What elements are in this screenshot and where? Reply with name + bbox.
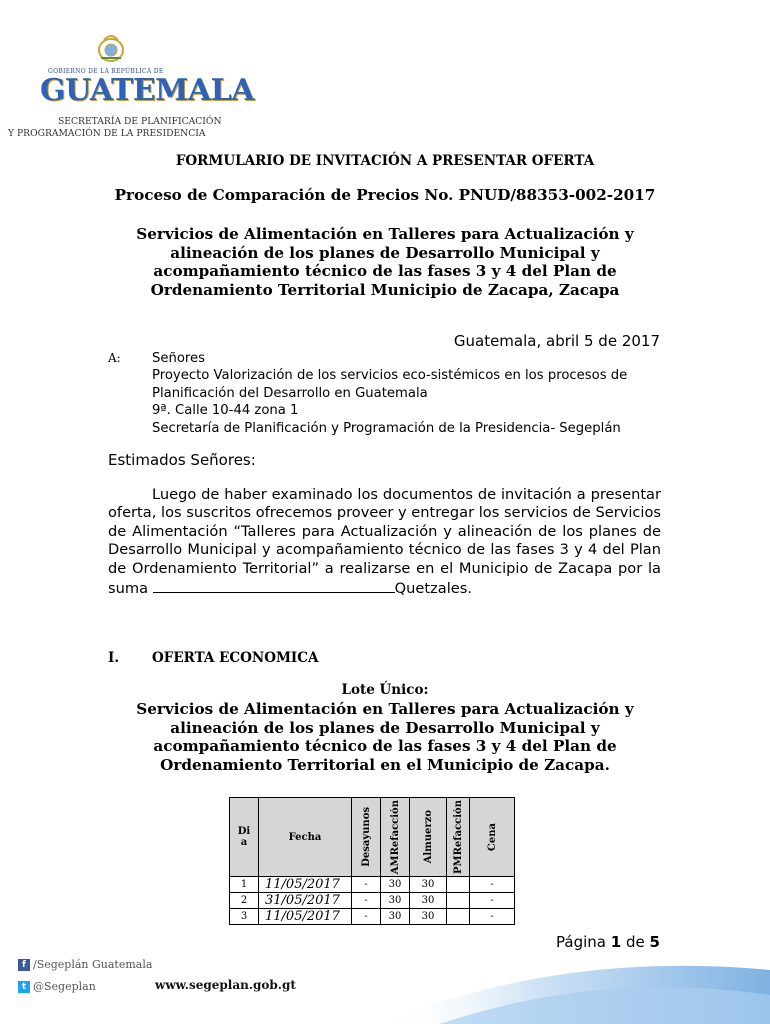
logo-brand-text: GUATEMALA [40,73,255,108]
segeplan-logo [8,30,255,140]
cell-pm [447,877,470,893]
logo-government-text: GOBIERNO DE LA REPÚBLICA DE [48,68,164,75]
col-header-desayunos: Desayunos [352,798,381,877]
col-header-dia: Di a [230,798,259,877]
cell-desayunos: - [352,909,381,925]
page-of: de [625,933,645,951]
col-header-pm-refaccion: PMRefacción [447,798,470,877]
process-number: Proceso de Comparación de Precios No. PNUD/88353-002-2017 [114,186,656,204]
cell-cena: - [470,893,515,909]
service-title: Servicios de Alimentación en Talleres para Actualización y alineación de los planes de Desarrollo Municipal y acompañamiento técnico de las fases 3 y 4 del Plan de Ordenamiento Territorial Municipio de Zacapa, Zacapa [136,225,634,299]
coat-of-arms-icon [96,32,126,64]
table-row [230,909,515,925]
facebook-handle: /Segeplán Guatemala [33,958,153,971]
body-end: Quetzales. [394,580,472,598]
cell-fecha: 31/05/2017 [259,893,352,909]
cell-fecha: 11/05/2017 [259,909,352,925]
col-header-cena: Cena [470,798,515,877]
facebook-link[interactable] [18,958,152,971]
form-title: FORMULARIO DE INVITACIÓN A PRESENTAR OFERTA [175,153,595,169]
logo-subtitle-2: Y PROGRAMACIÓN DE LA PRESIDENCIA [8,128,206,139]
lote-description: Servicios de Alimentación en Talleres para Actualización y alineación de los planes de Desarrollo Municipal y acompañamiento técnico de las fases 3 y 4 del Plan de Ordenamiento Territorial en el Municipio de Zacapa. [136,700,634,774]
greeting: Estimados Señores: [108,451,256,469]
amount-blank-line [153,578,395,593]
address-line: Señores [152,351,206,366]
logo-subtitle-1: SECRETARÍA DE PLANIFICACIÓN [58,116,222,127]
address-line: Planificación del Desarrollo en Guatemala [152,385,428,401]
cell-almuerzo: 30 [410,893,447,909]
table-row [230,893,515,909]
body-paragraph [108,486,661,598]
recipient-address [152,350,627,437]
facebook-icon: f [18,959,30,971]
offer-table [229,797,515,925]
cell-dia: 1 [230,877,259,893]
cell-am: 30 [381,893,410,909]
twitter-handle: @Segeplan [33,980,96,993]
page-current: 1 [610,933,622,951]
page-total: 5 [649,933,660,951]
table-row [230,877,515,893]
cell-cena: - [470,877,515,893]
cell-desayunos: - [352,893,381,909]
cell-am: 30 [381,909,410,925]
address-line: 9ª. Calle 10-44 zona 1 [152,403,299,419]
twitter-link[interactable] [18,980,96,993]
footer-swoosh-decoration [380,940,770,1024]
document-date: Guatemala, abril 5 de 2017 [453,332,660,350]
cell-almuerzo: 30 [410,877,447,893]
lote-label: Lote Único: [341,682,429,698]
cell-dia: 2 [230,893,259,909]
cell-dia: 3 [230,909,259,925]
cell-cena: - [470,909,515,925]
page-number [556,933,660,951]
to-label: A: [108,351,121,365]
page-prefix: Página [556,933,606,951]
col-header-am-refaccion: AMRefacción [381,798,410,877]
website-link[interactable]: www.segeplan.gob.gt [155,978,296,992]
table-header-row [230,798,515,877]
body-text: Luego de haber examinado los documentos de invitación a presentar oferta, los suscritos ofrecemos proveer y entregar los servicios de Servicios de Alimentación “Talleres para Actualización y alineación de los planes de Desarrollo Municipal y acompañamiento técnico de las fases 3 y 4 del Plan de Ordenamiento Territorial” a realizarse en el Municipio de Zacapa por la suma [108,486,661,598]
address-line: Secretaría de Planificación y Programación de la Presidencia- Segeplán [152,420,621,436]
cell-fecha: 11/05/2017 [259,877,352,893]
cell-pm [447,909,470,925]
section-title: OFERTA ECONOMICA [152,650,319,666]
address-line: Proyecto Valorización de los servicios eco-sistémicos en los procesos de [152,368,628,384]
cell-pm [447,893,470,909]
cell-desayunos: - [352,877,381,893]
section-number: I. [108,650,120,666]
twitter-icon: t [18,981,30,993]
col-header-fecha: Fecha [259,798,352,877]
col-header-almuerzo: Almuerzo [410,798,447,877]
cell-am: 30 [381,877,410,893]
cell-almuerzo: 30 [410,909,447,925]
